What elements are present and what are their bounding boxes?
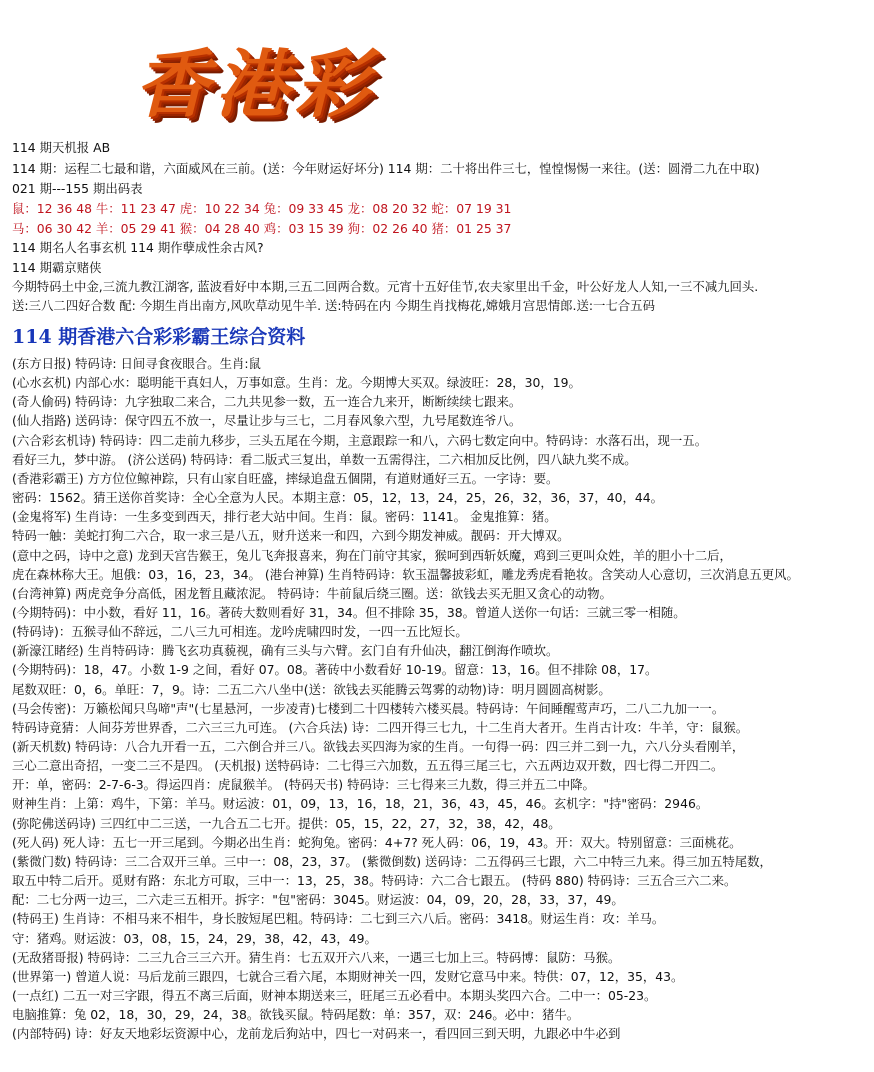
body-line: (六合彩玄机诗) 特码诗：四二走前九移步，三头五尾在今期，主意跟踪一和八，六码七数定向中。特码诗：水落石出，现一五。 — [12, 432, 708, 448]
body-line: 看好三九，梦中游。 (济公送码) 特码诗：看二版式三复出，单数一五需得注，二六相加反比例，四八缺九奖不成。 — [12, 451, 637, 467]
body-line: (内部特码) 诗：好友天地彩坛资源中心，龙前龙后狗站中，四七一对码来一，看四回三到天明，九跟必中牛必到 — [12, 1026, 621, 1042]
body-line: 取五中特二后开。觅财有路：东北方可取，三中一：13，25，38。特码诗：六二合七跟五。 (特码 880) 特码诗：三五合三六二来。 — [12, 873, 737, 889]
body-line: (无敌猪哥报) 特码诗：二三九合三三六开。猜生肖：七五双开六八来，一遇三七加上三。特码博：鼠防：马猴。 — [12, 949, 621, 965]
banner-title: 香港彩 — [135, 42, 375, 128]
intro-line-3: 今期特码土中金,三流九教江湖客, 蓝波看好中本期,三五二回两合数。元宵十五好佳节,农夫家里出千金，叶公好龙人人知,一三不减九回头. — [12, 279, 759, 294]
section-heading: 114 期香港六合彩彩霸王综合资料 — [12, 326, 306, 348]
body-line: (紫微门数) 特码诗：三二合双开三单。三中一：08，23，37。 (紫微倒数) 送码诗：二五得码三七跟，六二中特三九来。得三加五特尾数， — [12, 853, 772, 869]
body-line: (特码诗)：五猴寻仙不辞远，二八三九可相连。龙吟虎啸四时发，一四一五比短长。 — [12, 624, 468, 640]
header-line-1: 114 期天机报 AB — [12, 140, 111, 155]
body-line: 尾数双旺：0，6。单旺：7，9。诗：二五二六八坐中(送：欲钱去买能腾云驾雾的动物)诗：明月圆圆高树影。 — [12, 681, 611, 697]
body-line: 电脑推算：兔 02，18，30，29，24，38。欲钱买鼠。特码尾数：单：357，双：246。必中：猪牛。 — [12, 1007, 580, 1023]
body-line: (奇人偷码) 特码诗：九字独取二来合，二九共见参一数，五一连合九来开，断断续续七跟来。 — [12, 394, 522, 410]
body-line: 特码一触：美蛇打狗二六合，取一求三是八五，财升送来一和四，六到今期发神威。靓码：开大博双。 — [12, 528, 570, 544]
body-line: 配：二七分两一边三，二六走三五相开。拆字："包"密码：3045。财运波：04，09，20，28，33，37，49。 — [12, 892, 624, 908]
body-line: 虎在森林称大王。旭俄：03，16，23，34。 (港台神算) 生肖特码诗：软玉温馨披彩虹，雕龙秀虎看艳妆。含笑动人心意切，三次消息五更风。 — [12, 566, 799, 582]
body-line: (世界第一) 曾道人说：马后龙前三跟四，七就合三看六尾，本期财神关一四，发财它意马中来。特供：07，12，35，43。 — [12, 968, 684, 984]
body-line: (今期特码)：18，47。小数 1-9 之间，看好 07。08。著砖中小数看好 10-19。留意：13，16。但不排除 08，17。 — [12, 662, 658, 678]
intro-line-2: 114 期霸京赌侠 — [12, 260, 102, 275]
body-line: (台湾神算) 两虎竞争分高低，困龙暂且藏浓泥。 特码诗：牛前鼠后绕三圈。送：欲钱去买无胆又贪心的动物。 — [12, 585, 612, 601]
header-line-3: 021 期---155 期出码表 — [12, 181, 143, 196]
zodiac-line-2: 马：06 30 42 羊：05 29 41 猴：04 28 40 鸡：03 15 39 狗：02 26 40 猪：01 25 37 — [12, 221, 512, 236]
body-line: (金鬼将军) 生肖诗：一生多变到西天，排行老大站中间。生肖：鼠。密码：1141。 金鬼推算：猪。 — [12, 509, 557, 525]
banner-logo — [135, 8, 495, 136]
body-line: 密码：1562。猜王送你首奖诗：全心全意为人民。本期主意：05，12，13，24，25，26，32，36，37，40，44。 — [12, 490, 664, 506]
body-line: (马会传密)：万籁松闻只鸟啼"声"(七星悬河，一步凌青)七楼到二十四楼转六楼买晨。特码诗：午间睡醒莺声巧，二八二九加一一。 — [12, 700, 725, 716]
body-line: 开：单，密码：2-7-6-3。得运四肖：虎鼠猴羊。 (特码天书) 特码诗：三七得来三九数，得三并五二中降。 — [12, 777, 595, 793]
body-line: 财神生肖：上第：鸡牛，下第：羊马。财运波：01，09，13，16，18，21，36，43，45，46。玄机字："持"密码：2946。 — [12, 796, 709, 812]
body-line: (意中之码，诗中之意) 龙到天宫告猴王，兔儿飞奔报喜来，狗在门前守其家，猴呵到西斩妖魔，鸡到三更叫众姓，羊的胆小十二后， — [12, 547, 732, 563]
body-line: (香港彩霸王) 方方位位鲸神踪，只有山家自旺盛，摔绿追盘五個開，有道财通好三五。一字诗：要。 — [12, 470, 559, 486]
body-line: (仙人指路) 送码诗：保守四五不放一，尽量让步与三七，二月春风象六型，九号尾数连爷八。 — [12, 413, 522, 429]
body-line: 三心二意出奇招，一变二三不是四。 (天机报) 送特码诗：二七得三六加数，五五得三尾三七，六五两边双开数，四七得二开四二。 — [12, 758, 724, 774]
body-line: (心水玄机) 内部心水：聪明能干真妇人，万事如意。生肖：龙。今期博大买双。绿波旺：28，30，19。 — [12, 375, 581, 391]
body-line: 特码诗竟猜：人间芬芳世界香，二六三三九可连。 (六合兵法) 诗：二四开得三七九，十二生肖大者开。生肖古计攻：牛羊，守：鼠猴。 — [12, 719, 749, 735]
intro-line-4: 送:三八二四好合数 配: 今期生肖出南方,风吹草动见牛羊. 送:特码在内 今期生肖找梅花,嫦娥月宫思情郎.送:一七合五码 — [12, 298, 655, 313]
body-line: (东方日报) 特码诗: 日间寻食夜眼合。生肖:鼠 — [12, 356, 261, 371]
zodiac-line-1: 鼠：12 36 48 牛：11 23 47 虎：10 22 34 兔：09 33 45 龙：08 20 32 蛇：07 19 31 — [12, 201, 512, 216]
intro-line-1: 114 期名人名事玄机 114 期作孽成性余古风? — [12, 240, 264, 255]
body-line: (弥陀佛送码诗) 三四红中二三送，一九合五二七开。提供：05，15，22，27，32，38，42，48。 — [12, 815, 561, 831]
body-line: 守：猪鸡。财运波：03，08，15，24，29，38，42，43，49。 — [12, 930, 377, 946]
body-line: (特码王) 生肖诗：不相马来不相牛，身长胺短尾巴粗。特码诗：二七到三六八后。密码：3418。财运生肖：攻：羊马。 — [12, 911, 665, 927]
body-line: (新濠江睹经) 生肖特码诗：腾飞玄功真藐视，确有三头与六臂。玄门自有升仙决，翻江倒海作喷坎。 — [12, 643, 559, 659]
body-line: (新天机数) 特码诗：八合九开看一五，二六倒合并三八。欲钱去买四海为家的生肖。一句得一码：四三并二到一九，六八分头看刚羊， — [12, 739, 745, 754]
body-line: (今期特码)：中小数，看好 11，16。著砖大数则看好 31，34。但不排除 35，38。曾道人送你一句话：三就三零一相随。 — [12, 604, 686, 620]
body-line: (死人码) 死人诗：五七一开三尾到。今期必出生肖：蛇狗兔。密码：4+7? 死人码：06，19，43。开：双大。特别留意：三面桃花。 — [12, 834, 742, 850]
header-line-2: 114 期：运程二七最和谐，六面威风在三前。(送：今年财运好坏分) 114 期：二十将出件三七，惶惶惕惕一来往。(送：圆滑二九在中取) — [12, 161, 760, 176]
body-line: (一点红) 二五一对三字跟，得五不离三后面，财神本期送来三，旺尾三五必看中。本期头奖四六合。二中一：05-23。 — [12, 987, 657, 1003]
